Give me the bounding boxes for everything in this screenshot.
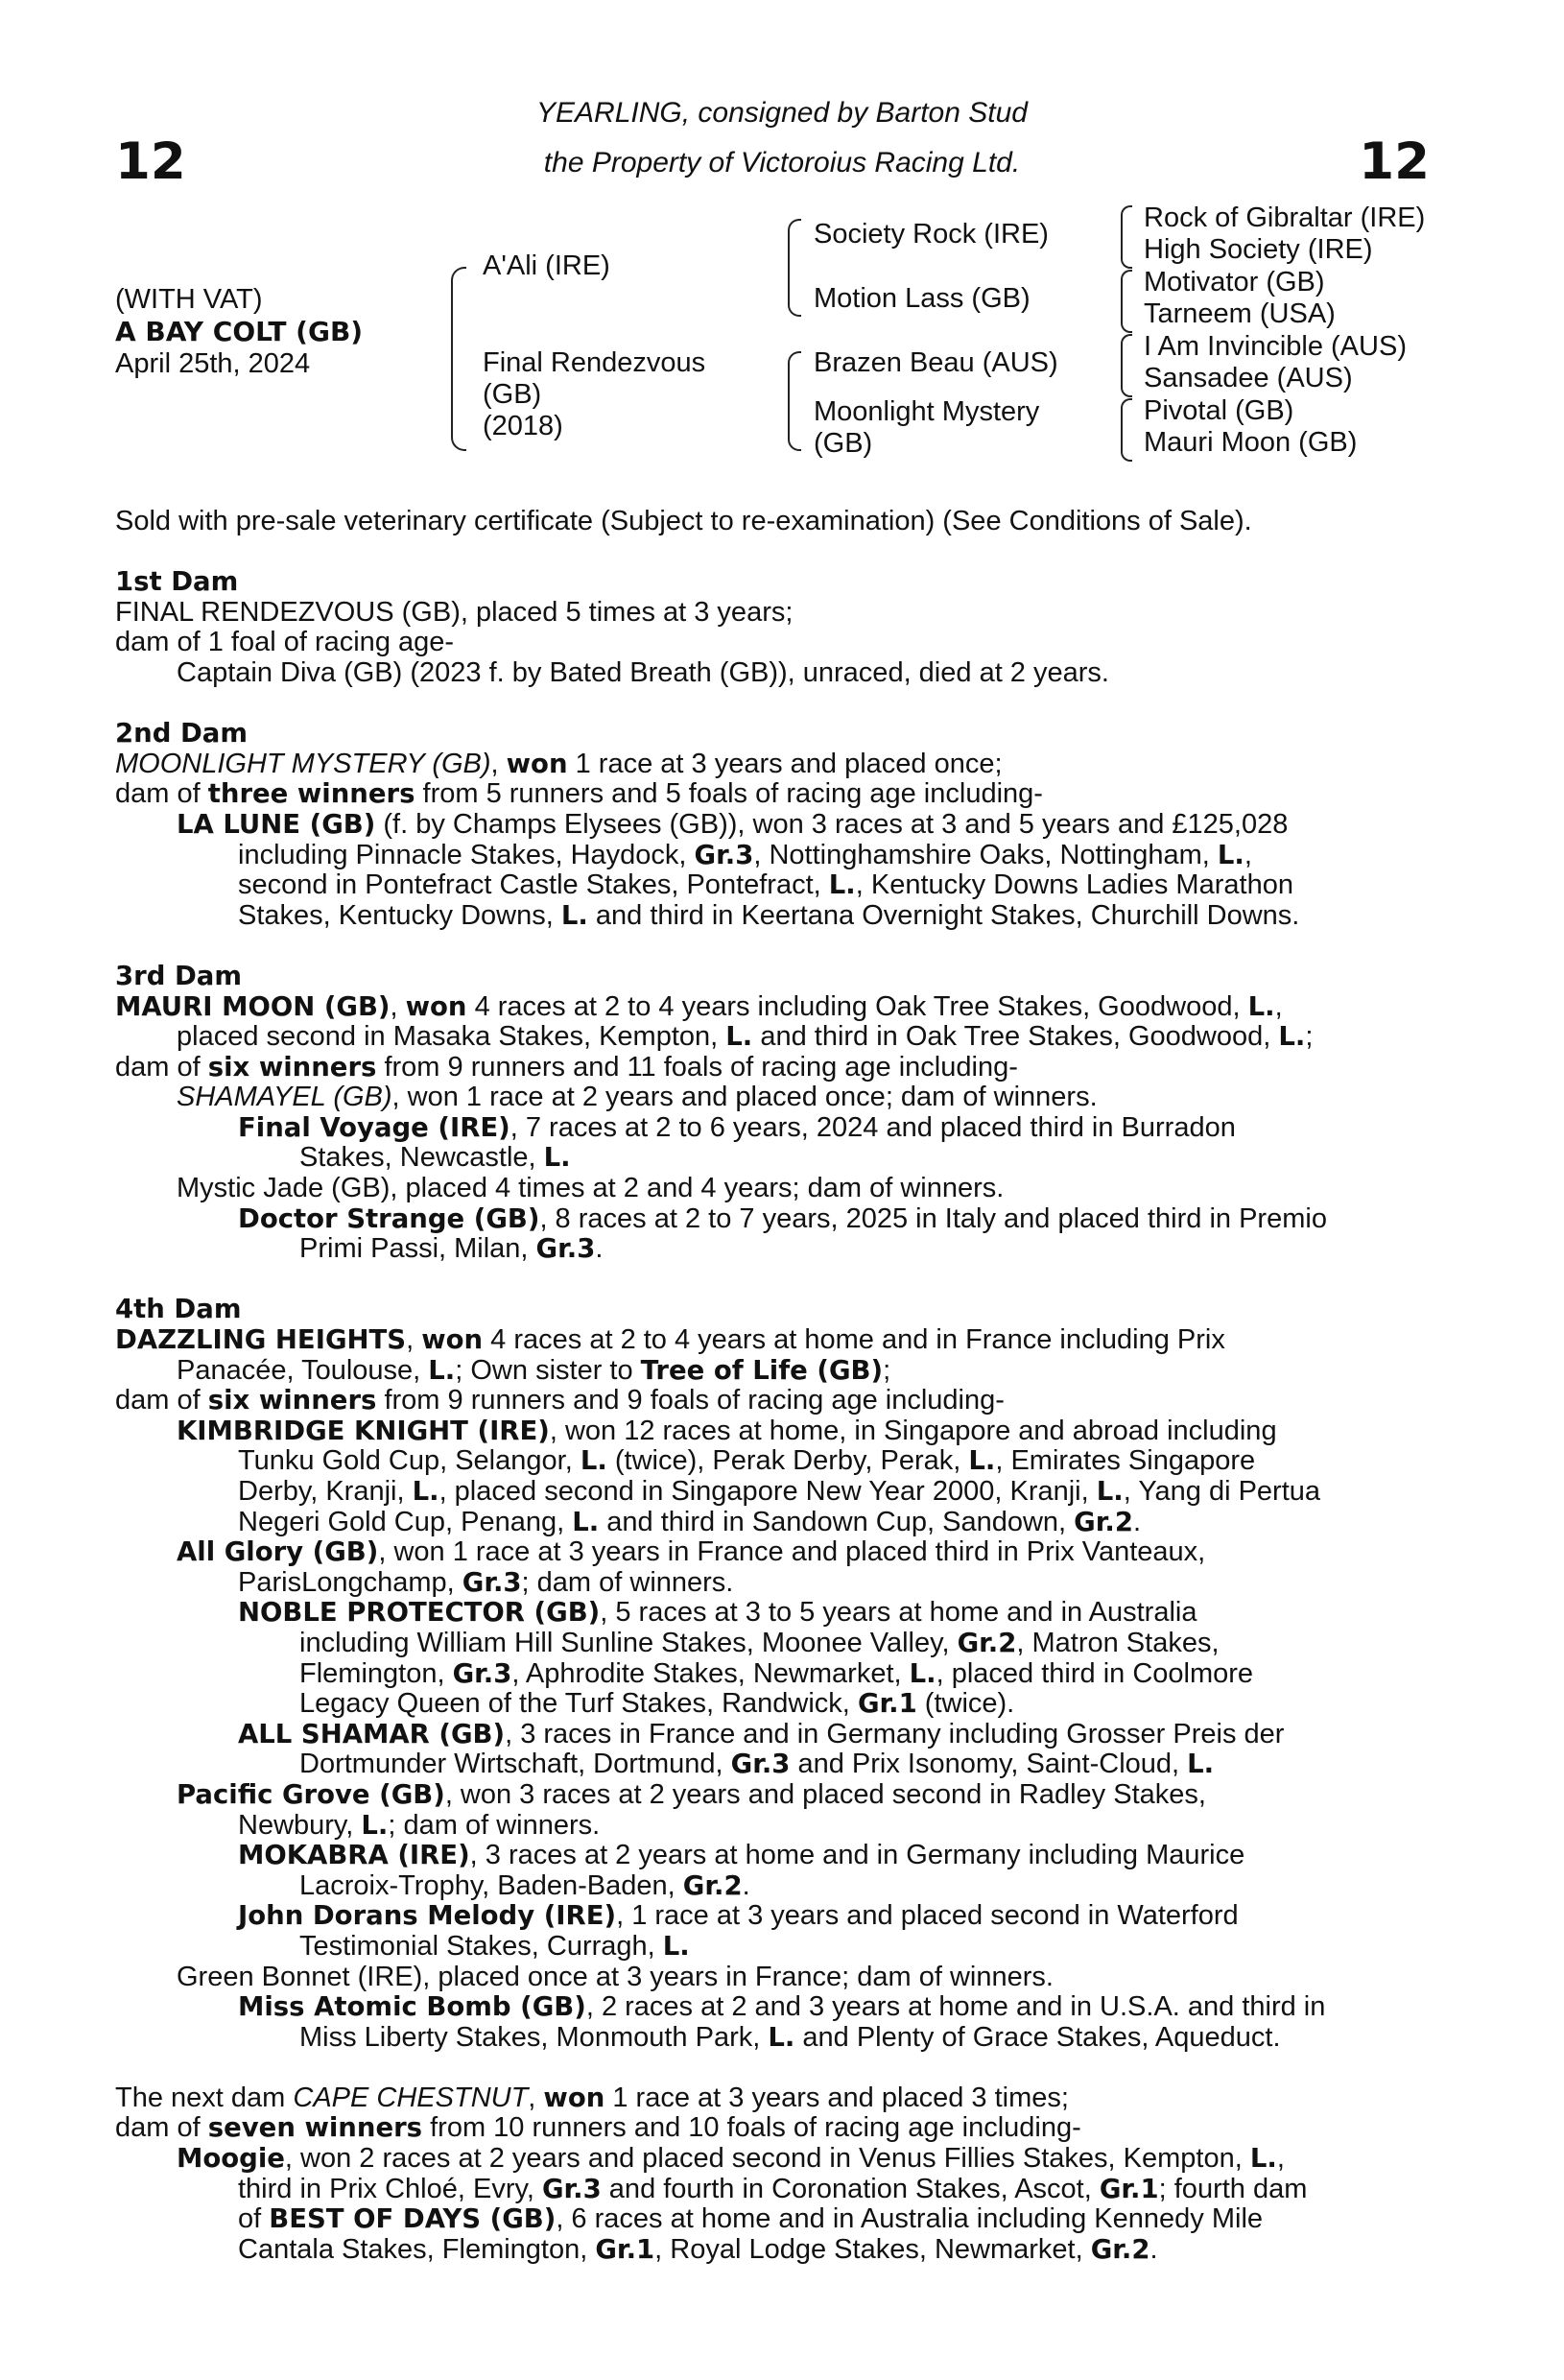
pedigree-g3-6: Sansadee (AUS): [1144, 363, 1353, 393]
pedigree-g3-5: I Am Invincible (AUS): [1144, 331, 1407, 362]
pedigree-sire-sire: Society Rock (IRE): [814, 219, 1049, 250]
fourth-dam-line: KIMBRIDGE KNIGHT (IRE), won 12 races at home, in Singapore and abroad including: [177, 1415, 1277, 1446]
pedigree-g3-2: High Society (IRE): [1144, 234, 1373, 265]
fourth-dam-line: Miss Atomic Bomb (GB), 2 races at 2 and 3 years at home and in U.S.A. and third in: [238, 1991, 1326, 2023]
pedigree-g3-7: Pivotal (GB): [1144, 395, 1294, 426]
fourth-dam-line: Legacy Queen of the Turf Stakes, Randwick, Gr.1 (twice).: [299, 1688, 1015, 1720]
fourth-dam-line: Panacée, Toulouse, L.; Own sister to Tree of Life (GB);: [177, 1354, 891, 1386]
fourth-dam-line: Newbury, L.; dam of winners.: [238, 1809, 601, 1841]
foaling-date: April 25th, 2024: [115, 348, 311, 379]
next-dam-line: The next dam CAPE CHESTNUT, won 1 race at 3 years and placed 3 times;: [115, 2082, 1069, 2113]
third-dam-line: Stakes, Newcastle, L.: [299, 1142, 571, 1174]
pedigree-dam-line-1: Final Rendezvous: [483, 347, 706, 378]
second-dam-heading: 2nd Dam: [115, 718, 249, 750]
pedigree-brace-gen1: [451, 267, 466, 451]
fourth-dam-line: Tunku Gold Cup, Selangor, L. (twice), Perak Derby, Perak, L., Emirates Singapore: [238, 1445, 1256, 1477]
pedigree-brace-dam: [788, 351, 801, 451]
fourth-dam-line: Testimonial Stakes, Curragh, L.: [299, 1930, 690, 1962]
pedigree-brace-g3-3: [1121, 334, 1132, 397]
lot-number-right: 12: [1359, 132, 1430, 191]
pedigree-g3-8: Mauri Moon (GB): [1144, 427, 1358, 458]
header-line-2: the Property of Victoroius Racing Ltd.: [543, 147, 1021, 178]
pedigree-brace-g3-4: [1121, 398, 1132, 462]
second-dam-line: Stakes, Kentucky Downs, L. and third in Keertana Overnight Stakes, Churchill Downs.: [238, 899, 1300, 931]
fourth-dam-line: All Glory (GB), won 1 race at 3 years in France and placed third in Prix Vanteaux,: [177, 1536, 1206, 1568]
third-dam-line: SHAMAYEL (GB), won 1 race at 2 years and placed once; dam of winners.: [177, 1082, 1098, 1113]
third-dam-line: Primi Passi, Milan, Gr.3.: [299, 1233, 604, 1265]
pedigree-sire-dam: Motion Lass (GB): [814, 283, 1031, 314]
fourth-dam-line: Flemington, Gr.3, Aphrodite Stakes, Newmarket, L., placed third in Coolmore: [299, 1657, 1254, 1689]
next-dam-line: of BEST OF DAYS (GB), 6 races at home and in Australia including Kennedy Mile: [238, 2203, 1264, 2235]
second-dam-line: dam of three winners from 5 runners and 5 foals of racing age including-: [115, 778, 1043, 810]
next-dam-line: Moogie, won 2 races at 2 years and placed second in Venus Fillies Stakes, Kempton, L.,: [177, 2143, 1285, 2175]
fourth-dam-line: MOKABRA (IRE), 3 races at 2 years at home and in Germany including Maurice: [238, 1840, 1245, 1871]
fourth-dam-line: Derby, Kranji, L., placed second in Singapore New Year 2000, Kranji, L., Yang di Pertua: [238, 1476, 1321, 1507]
second-dam-line: second in Pontefract Castle Stakes, Pontefract, L., Kentucky Downs Ladies Marathon: [238, 869, 1293, 901]
pedigree-brace-sire: [788, 219, 801, 317]
third-dam-line: Doctor Strange (GB), 8 races at 2 to 7 years, 2025 in Italy and placed third in Premio: [238, 1202, 1327, 1234]
pedigree-g3-1: Rock of Gibraltar (IRE): [1144, 202, 1426, 233]
vat-note: (WITH VAT): [115, 284, 263, 315]
pedigree-g3-4: Tarneem (USA): [1144, 298, 1336, 329]
second-dam-line: LA LUNE (GB) (f. by Champs Elysees (GB)), won 3 races at 3 and 5 years and £125,028: [177, 808, 1289, 840]
pedigree-sire: A'Ali (IRE): [483, 250, 610, 281]
fourth-dam-line: Dortmunder Wirtschaft, Dortmund, Gr.3 and Prix Isonomy, Saint-Cloud, L.: [299, 1749, 1215, 1780]
third-dam-line: Final Voyage (IRE), 7 races at 2 to 6 years, 2024 and placed third in Burradon: [238, 1111, 1236, 1143]
fourth-dam-line: including William Hill Sunline Stakes, Moonee Valley, Gr.2, Matron Stakes,: [299, 1627, 1220, 1658]
fourth-dam-line: dam of six winners from 9 runners and 9 foals of racing age including-: [115, 1385, 1005, 1416]
lot-number-left: 12: [115, 132, 186, 191]
fourth-dam-heading: 4th Dam: [115, 1294, 242, 1325]
third-dam-line: placed second in Masaka Stakes, Kempton, L. and third in Oak Tree Stakes, Goodwood, L.;: [177, 1021, 1314, 1053]
first-dam-line: Captain Diva (GB) (2023 f. by Bated Breath (GB)), unraced, died at 2 years.: [177, 656, 1109, 688]
first-dam-heading: 1st Dam: [115, 566, 239, 598]
second-dam-line: MOONLIGHT MYSTERY (GB), won 1 race at 3 years and placed once;: [115, 748, 1003, 779]
fourth-dam-line: Pacific Grove (GB), won 3 races at 2 years and placed second in Radley Stakes,: [177, 1778, 1206, 1810]
next-dam-line: dam of seven winners from 10 runners and 10 foals of racing age including-: [115, 2112, 1081, 2144]
second-dam-line: including Pinnacle Stakes, Haydock, Gr.3, Nottinghamshire Oaks, Nottingham, L.,: [238, 839, 1252, 870]
pedigree-g3-3: Motivator (GB): [1144, 267, 1325, 298]
fourth-dam-line: Miss Liberty Stakes, Monmouth Park, L. and Plenty of Grace Stakes, Aqueduct.: [299, 2021, 1281, 2053]
vet-certificate-note: Sold with pre-sale veterinary certificate (Subject to re-examination) (See Conditions of Sale).: [115, 506, 1252, 536]
first-dam-line: dam of 1 foal of racing age-: [115, 627, 455, 658]
first-dam-line: FINAL RENDEZVOUS (GB), placed 5 times at 3 years;: [115, 596, 794, 628]
fourth-dam-line: NOBLE PROTECTOR (GB), 5 races at 3 to 5 years at home and in Australia: [238, 1597, 1197, 1629]
next-dam-line: Cantala Stakes, Flemington, Gr.1, Royal Lodge Stakes, Newmarket, Gr.2.: [238, 2233, 1158, 2265]
fourth-dam-line: ALL SHAMAR (GB), 3 races in France and in Germany including Grosser Preis der: [238, 1718, 1285, 1749]
pedigree-brace-g3-2: [1121, 270, 1132, 333]
fourth-dam-line: Green Bonnet (IRE), placed once at 3 years in France; dam of winners.: [177, 1961, 1054, 1992]
fourth-dam-line: John Dorans Melody (IRE), 1 race at 3 years and placed second in Waterford: [238, 1900, 1239, 1932]
fourth-dam-line: DAZZLING HEIGHTS, won 4 races at 2 to 4 years at home and in France including Prix: [115, 1324, 1225, 1356]
horse-name: A BAY COLT (GB): [115, 316, 364, 347]
pedigree-dam-dam-line-1: Moonlight Mystery: [814, 396, 1040, 427]
pedigree-brace-g3-1: [1121, 205, 1132, 269]
pedigree-dam-dam-line-2: (GB): [814, 428, 873, 459]
fourth-dam-line: Lacroix-Trophy, Baden-Baden, Gr.2.: [299, 1869, 750, 1901]
third-dam-line: dam of six winners from 9 runners and 11 foals of racing age including-: [115, 1051, 1018, 1083]
pedigree-dam-sire: Brazen Beau (AUS): [814, 347, 1058, 378]
next-dam-line: third in Prix Chloé, Evry, Gr.3 and fourth in Coronation Stakes, Ascot, Gr.1; fourth dam: [238, 2173, 1308, 2204]
fourth-dam-line: Negeri Gold Cup, Penang, L. and third in Sandown Cup, Sandown, Gr.2.: [238, 1506, 1142, 1537]
third-dam-line: Mystic Jade (GB), placed 4 times at 2 and 4 years; dam of winners.: [177, 1173, 1005, 1204]
third-dam-heading: 3rd Dam: [115, 960, 242, 991]
fourth-dam-line: ParisLongchamp, Gr.3; dam of winners.: [238, 1566, 734, 1598]
catalogue-body: [115, 507, 1458, 2265]
third-dam-line: MAURI MOON (GB), won 4 races at 2 to 4 years including Oak Tree Stakes, Goodwood, L.,: [115, 990, 1283, 1022]
pedigree-dam-line-2: (GB): [483, 379, 542, 410]
header-line-1: YEARLING, consigned by Barton Stud: [536, 97, 1028, 129]
pedigree-dam-line-3: (2018): [483, 411, 563, 441]
